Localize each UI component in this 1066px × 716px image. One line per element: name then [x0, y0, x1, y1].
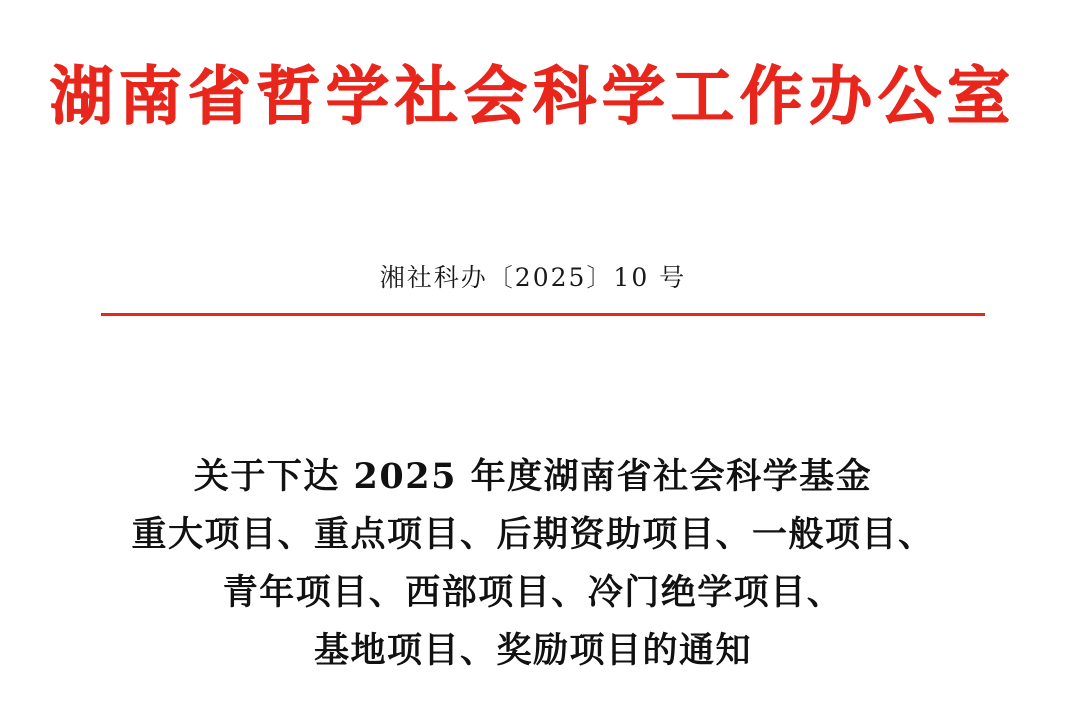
title-line-3: 青年项目、西部项目、冷门绝学项目、: [222, 572, 844, 613]
title-line-2: 重大项目、重点项目、后期资助项目、一般项目、: [131, 514, 935, 555]
document-issuer-masthead: 湖南省哲学社会科学工作办公室: [50, 59, 1016, 133]
document-title: [0, 448, 1066, 680]
title-line-4: 基地项目、奖励项目的通知: [313, 630, 752, 671]
red-divider-rule: [101, 313, 985, 316]
title-line-1: 关于下达 2025 年度湖南省社会科学基金: [193, 456, 873, 497]
document-number: 湘社科办〔2025〕10 号: [379, 263, 687, 292]
